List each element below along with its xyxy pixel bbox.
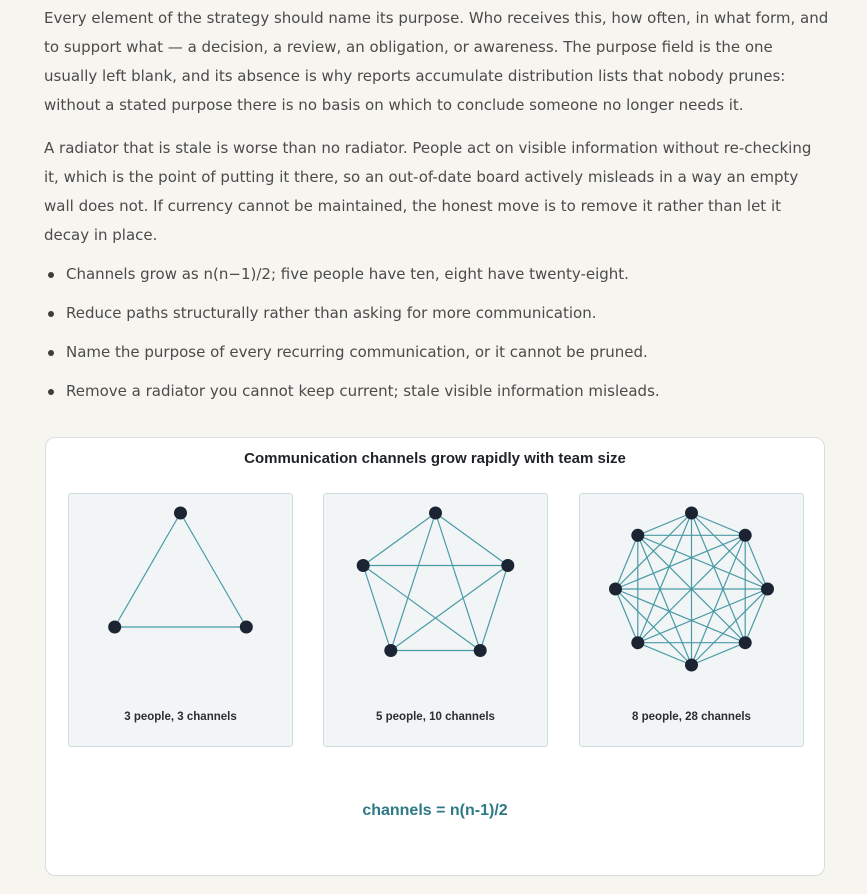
- summary-list: [44, 264, 829, 401]
- list-item: [44, 381, 829, 401]
- paragraph-purpose: Every element of the strategy should name its purpose. Who receives this, how often, in what form, and to support what — a decision, a review, an obligation, or awareness. The purpose field is the one usually left blank, and its absence is why reports accumulate distribution lists that nobody prunes: without a stated purpose there is no basis on which to conclude someone no longer needs it.: [44, 9, 829, 114]
- panel-label: 8 people, 28 channels: [632, 711, 751, 723]
- channel-edge: [391, 566, 508, 651]
- person-node: [739, 529, 752, 542]
- bullet-icon: [48, 311, 54, 317]
- panel-label: 5 people, 10 channels: [376, 711, 495, 723]
- channel-edge: [480, 566, 508, 651]
- person-node: [685, 659, 698, 672]
- channel-edge: [363, 566, 480, 651]
- channel-edge: [436, 513, 508, 566]
- channel-edge: [363, 566, 391, 651]
- network-graph-5: [324, 494, 547, 746]
- person-node: [474, 644, 487, 657]
- channel-edge: [363, 513, 435, 566]
- person-node: [685, 507, 698, 520]
- list-item: [44, 342, 829, 362]
- panel-8-people: [579, 493, 804, 747]
- panel-label: 3 people, 3 channels: [124, 711, 237, 723]
- list-item-text: Reduce paths structurally rather than asking for more communication.: [66, 304, 597, 322]
- person-node: [631, 529, 644, 542]
- channel-edge: [436, 513, 481, 651]
- panel-3-people: [68, 493, 293, 747]
- channels-figure: [45, 437, 825, 876]
- list-item: [44, 264, 829, 284]
- person-node: [609, 583, 622, 596]
- list-item-text: Name the purpose of every recurring communication, or it cannot be pruned.: [66, 343, 648, 361]
- person-node: [240, 621, 253, 634]
- person-node: [174, 507, 187, 520]
- paragraph-radiator: A radiator that is stale is worse than no radiator. People act on visible information without re-checking it, which is the point of putting it there, so an out-of-date board actively misleads in a way an empty wall does not. If currency cannot be maintained, the honest move is to remove it rather than let it decay in place.: [44, 139, 812, 244]
- list-item: [44, 303, 829, 323]
- person-node: [384, 644, 397, 657]
- person-node: [501, 559, 514, 572]
- network-graph-8: [580, 494, 803, 746]
- person-node: [739, 636, 752, 649]
- bullet-icon: [48, 272, 54, 278]
- person-node: [108, 621, 121, 634]
- person-node: [357, 559, 370, 572]
- person-node: [429, 507, 442, 520]
- formula-caption: channels = n(n-1)/2: [362, 802, 508, 819]
- figure-title: Communication channels grow rapidly with team size: [244, 450, 626, 467]
- channel-edge: [391, 513, 436, 651]
- bullet-icon: [48, 350, 54, 356]
- channel-edge: [115, 513, 181, 627]
- bullet-icon: [48, 389, 54, 395]
- list-item-text: Remove a radiator you cannot keep current; stale visible information misleads.: [66, 382, 660, 400]
- panel-5-people: [323, 493, 548, 747]
- channel-edge: [181, 513, 247, 627]
- article-body: [44, 4, 829, 420]
- list-item-text: Channels grow as n(n−1)/2; five people have ten, eight have twenty-eight.: [66, 265, 629, 283]
- network-graph-3: [69, 494, 292, 746]
- person-node: [631, 636, 644, 649]
- person-node: [761, 583, 774, 596]
